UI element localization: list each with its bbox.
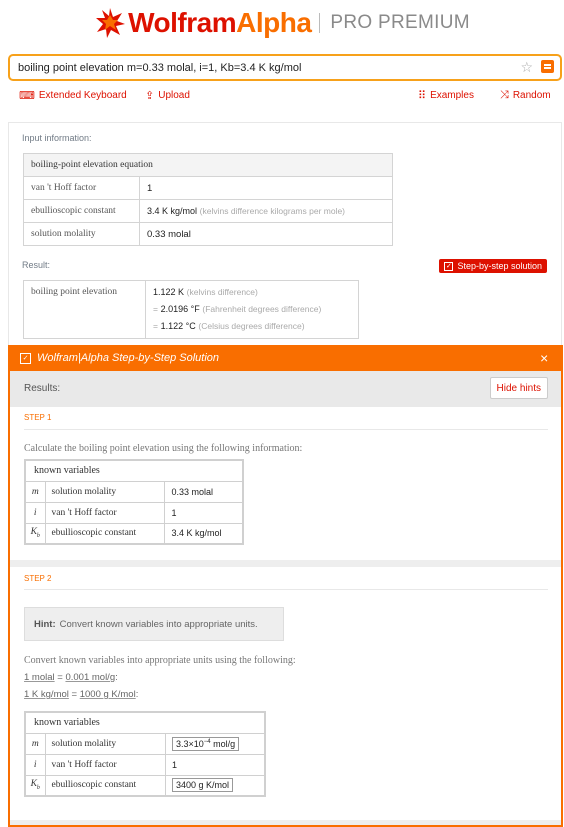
checkbox-icon: ✓ — [446, 262, 452, 270]
favorite-star-icon[interactable]: ☆ — [520, 59, 533, 75]
table-header: known variables — [25, 712, 265, 733]
hide-hints-button[interactable]: Hide hints — [490, 377, 548, 399]
step-2-text: Convert known variables into appropriate units using the following: — [24, 655, 296, 666]
step-by-step-button[interactable]: ✓ Step-by-step solution — [439, 259, 547, 273]
header — [0, 0, 564, 46]
table-row: i van 't Hoff factor 1 — [25, 754, 265, 775]
search-bar — [8, 54, 562, 81]
step-solution-icon: ✓ — [20, 353, 31, 364]
input-info-table — [23, 153, 393, 246]
conversion-line: 1 molal = 0.001 mol/g: — [24, 672, 118, 683]
result-label: boiling point elevation — [24, 281, 146, 339]
logo-divider — [319, 13, 320, 33]
results-label: Results: — [24, 383, 61, 394]
table-row: $K_b$ ebullioscopic constant 3.4 K kg/mol — [25, 523, 243, 544]
extended-keyboard-button[interactable]: ⌨ Extended Keyboard — [19, 90, 127, 102]
table-row: i van 't Hoff factor 1 — [25, 502, 243, 523]
compute-equals-icon[interactable] — [541, 60, 554, 73]
table-row: m solution molality 0.33 molal — [25, 481, 243, 502]
result-line: = 1.122 °C (Celsius degrees difference) — [153, 321, 305, 331]
table-row: $K_b$ ebullioscopic constant 3400 g K/mol — [25, 775, 265, 796]
table-row: ebullioscopic constant 3.4 K kg/mol (kelvins difference kilograms per mole) — [24, 200, 393, 223]
step-separator — [10, 560, 561, 567]
step-by-step-panel — [8, 345, 563, 827]
step-1-known-variables — [24, 459, 244, 545]
step-2-label: STEP 2 — [24, 574, 52, 583]
divider — [24, 429, 548, 430]
panel-header: ✓ Wolfram|Alpha Step-by-Step Solution × — [10, 345, 561, 371]
results-bar — [10, 371, 561, 407]
divider — [24, 589, 548, 590]
search-input[interactable] — [18, 62, 498, 74]
shuffle-icon: ⤨ — [500, 89, 509, 101]
result-title: Result: — [22, 260, 51, 270]
input-info-title: Input information: — [22, 133, 92, 143]
close-icon[interactable]: × — [539, 350, 548, 366]
step-separator — [10, 820, 561, 827]
table-row: van 't Hoff factor 1 — [24, 177, 393, 200]
logo-wordmark: WolframAlpha — [128, 7, 312, 38]
grid-icon: ⠿ — [418, 90, 427, 102]
hint-box: Hint: Convert known variables into appropriate units. — [24, 607, 284, 641]
result-table — [23, 280, 359, 339]
wolfram-alpha-logo[interactable] — [94, 7, 470, 39]
step-1-label: STEP 1 — [24, 413, 52, 422]
pro-premium-label: PRO PREMIUM — [330, 12, 470, 33]
upload-icon: ⇪ — [145, 90, 155, 102]
table-row: solution molality 0.33 molal — [24, 223, 393, 246]
conversion-line: 1 K kg/mol = 1000 g K/mol: — [24, 689, 139, 700]
table-row: m solution molality $3.3\times 10^{-4}$ mol/g — [25, 733, 265, 754]
step-1-text: Calculate the boiling point elevation using the following information: — [24, 443, 303, 454]
table-header: known variables — [25, 460, 243, 481]
result-line: 1.122 K (kelvins difference) — [153, 287, 258, 297]
step-2-known-variables — [24, 711, 266, 797]
random-button[interactable]: ⤨ Random — [500, 89, 551, 101]
result-line: = 2.0196 °F (Fahrenheit degrees difference) — [153, 304, 322, 314]
input-info-header: boiling-point elevation equation — [24, 154, 393, 177]
results-pods — [8, 122, 562, 348]
upload-button[interactable]: ⇪ Upload — [145, 90, 190, 102]
examples-button[interactable]: ⠿ Examples — [418, 90, 474, 102]
wolfram-spikey-icon — [94, 7, 126, 39]
keyboard-icon: ⌨ — [19, 90, 35, 102]
toolbar — [0, 89, 564, 107]
